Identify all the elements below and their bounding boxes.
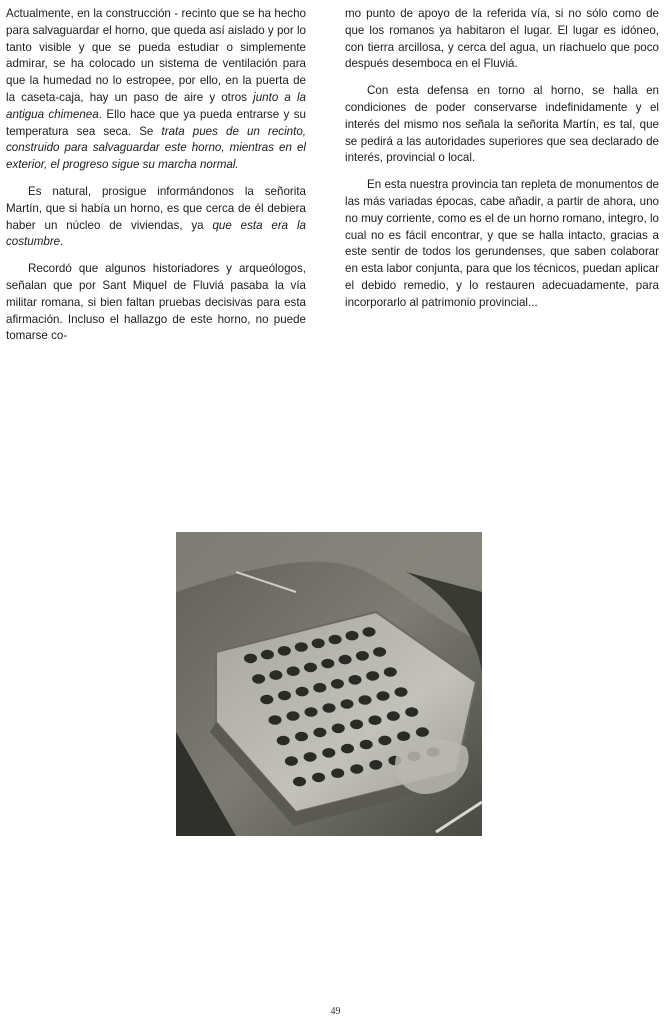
vent-hole [373,647,386,657]
vent-hole [366,671,379,681]
vent-hole [261,650,274,660]
vent-hole [313,728,326,738]
vent-hole [378,736,391,746]
vent-hole [356,651,369,661]
vent-hole [350,764,363,774]
vent-hole [260,695,273,705]
vent-hole [304,663,317,673]
paragraph-left-3 [6,261,306,345]
vent-hole [269,670,282,680]
text-run: Actualmente, en la construcción - recinto que se ha hecho para salvaguardar el horno, que queda así aislado y por lo tanto visible y que se pueda estudiar o simplemente admirar, se ha colocado un sistema de ventilación para que la humedad no lo estropee, por ello, en la puerta de la caseta-caja, hay un paso de aire y otros [6,7,306,104]
vent-hole [395,687,408,697]
vent-hole [312,639,325,649]
vent-hole [285,756,298,766]
vent-hole [339,655,352,665]
italic-text-run: que esta era la costumbre [6,218,306,249]
vent-hole [295,732,308,742]
vent-hole [405,707,418,717]
vent-hole [278,646,291,656]
vent-hole [384,667,397,677]
vent-hole [305,707,318,717]
vent-hole [359,695,372,705]
vent-hole [278,691,291,701]
paragraph-right-3: En esta nuestra provincia tan repleta de monumentos de las más variadas épocas, cabe añadir, a partir de ahora, uno no muy corriente, como es el de un horno romano, integro, lo cual no es fácil encontrar, y que se halla intacto, gracias a este sentir de todos los gerundenses, que saben colaborar en esta labor conjunta, para que los técnicos, puedan aplicar el debido remedio, y lo restauren adecuadamente, para incorporarlo al patrimonio provincial... [345,178,659,309]
vent-hole [349,675,362,685]
vent-hole [416,727,429,737]
left-text-column [6,6,306,355]
vent-hole [350,720,363,730]
paragraph-left-2 [6,184,306,251]
paragraph-right-2: Con esta defensa en torno al horno, se halla en condiciones de poder conservarse indefinidamente y el interés del mismo nos señala la señorita Martín, es tal, que se pedirá a las autoridades superiores que sea declarado de interés, provincial o local. [345,84,659,165]
vent-hole [312,773,325,783]
kiln-photo-drawing [176,532,482,836]
vent-hole [287,711,300,721]
text-run: . [60,235,64,249]
italic-text-run: junto a la antigua chimenea [6,90,306,121]
vent-hole [293,777,306,787]
paragraph-right-1: mo punto de apoyo de la referida vía, si no sólo como de que los romanos ya habitaron el lugar. El lugar es idóneo, con tierra arcillosa, y cerca del agua, un riachuelo que poco después desemboca en el Fluviá. [345,7,659,71]
text-run: Es natural, prosigue informándonos la señorita Martín, que si había un horno, es que cerca de él debiera haber un núcleo de viviendas, ya [6,184,306,232]
text-run: Recordó que algunos historiadores y arqueólogos, señalan que por Sant Miquel de Fluviá pasaba la vía militar romana, si bien faltan pruebas decisivas para esta afirmación. Incluso el hallazgo de este horno, no puede tomarse co- [6,262,306,343]
vent-hole [369,760,382,770]
vent-hole [304,752,317,762]
vent-hole [341,699,354,709]
vent-hole [377,691,390,701]
roman-kiln-photo [176,532,482,836]
vent-hole [369,715,382,725]
vent-hole [341,744,354,754]
vent-hole [313,683,326,693]
vent-hole [387,711,400,721]
vent-hole [332,724,345,734]
paragraph-left-1 [6,6,306,174]
vent-hole [269,715,282,725]
vent-hole [277,736,290,746]
text-run: . Ello hace que ya pueda entrarse y su temperatura sea seca. Se [6,107,306,138]
vent-hole [296,687,309,697]
vent-hole [322,748,335,758]
vent-hole [331,768,344,778]
vent-hole [321,659,334,669]
page-number: 49 [330,1006,341,1017]
vent-hole [397,731,410,741]
vent-hole [244,654,257,664]
vent-hole [363,627,376,637]
vent-hole [331,679,344,689]
vent-hole [252,674,265,684]
right-text-column [345,6,659,322]
vent-hole [323,703,336,713]
italic-text-run: trata pues de un recinto, construido para salvaguardar este horno, mientras en el exterior, el progreso sigue su marcha normal. [6,124,306,172]
vent-hole [287,666,300,676]
vent-hole [329,635,342,645]
vent-hole [360,740,373,750]
vent-hole [295,642,308,652]
vent-hole [346,631,359,641]
